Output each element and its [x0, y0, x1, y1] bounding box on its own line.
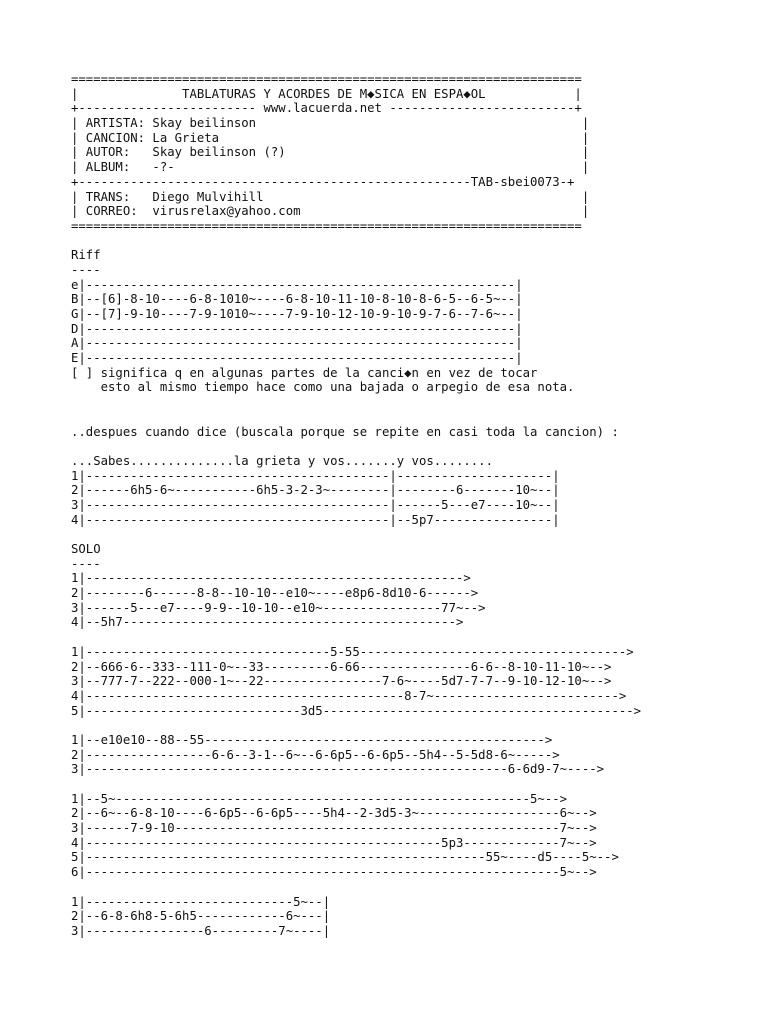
text-line: 4|------------------------------------------------5p3-------------7~-->	[71, 835, 597, 850]
tab-document	[71, 72, 761, 939]
text-line: 3|-----------------------------------------|------5---e7----10~--|	[71, 497, 560, 512]
text-line: esto al mismo tiempo hace como una bajada o arpegio de esa nota.	[71, 380, 575, 395]
text-line: 2|--------6------8-8--10-10--e10~----e8p6-8d10-6------>	[71, 586, 479, 601]
text-line: 2|--6-8-6h8-5-6h5------------6~---|	[71, 909, 331, 924]
text-line: [ ] significa q en algunas partes de la canci◆n en vez de tocar	[71, 365, 538, 380]
text-line: 3|------7-9-10----------------------------------------------------7~-->	[71, 821, 597, 836]
text-line: 1|--e10e10--88--55---------------------------------------------->	[71, 732, 553, 747]
text-line: 1|--5~--------------------------------------------------------5~-->	[71, 791, 568, 806]
text-line: | CORREO: virusrelax@yahoo.com |	[71, 204, 590, 219]
text-line: 3|----------------6---------7~----|	[71, 923, 331, 938]
blank-line	[71, 234, 761, 249]
text-line: +------------------------ www.lacuerda.net -------------------------+	[71, 101, 582, 116]
blank-line	[71, 630, 761, 645]
text-line: 3|--777-7--222--000-1~--22----------------7-6~----5d7-7-7--9-10-12-10~-->	[71, 674, 612, 689]
text-line: A|----------------------------------------------------------|	[71, 336, 523, 351]
text-line: 5|------------------------------------------------------55~----d5----5~-->	[71, 850, 619, 865]
text-line: ----	[71, 556, 101, 571]
text-line: SOLO	[71, 542, 101, 556]
blank-line	[71, 395, 761, 410]
text-line: 2|-----------------6-6--3-1--6~--6-6p5--6-6p5--5h4--5-5d8-6~----->	[71, 747, 560, 762]
text-line: 4|-----------------------------------------|--5p7----------------|	[71, 512, 560, 527]
text-line: 2|--666-6--333--111-0~--33---------6-66---------------6-6--8-10-11-10~-->	[71, 659, 612, 674]
text-line: 3|---------------------------------------------------------6-6d9-7~---->	[71, 762, 605, 777]
blank-line	[71, 718, 761, 733]
text-line: 6|----------------------------------------------------------------5~-->	[71, 865, 597, 880]
text-line: 1|--------------------------------------------------->	[71, 571, 471, 586]
text-line: 1|----------------------------5~--|	[71, 894, 331, 909]
text-line: 5|-----------------------------3d5------------------------------------------>	[71, 703, 642, 718]
text-line: e|----------------------------------------------------------|	[71, 277, 523, 292]
blank-line	[71, 527, 761, 542]
text-line: 2|------6h5-6~-----------6h5-3-2-3~--------|--------6-------10~--|	[71, 483, 560, 498]
text-line: | TABLATURAS Y ACORDES DE M◆SICA EN ESPA◆OL |	[71, 86, 582, 101]
blank-line	[71, 410, 761, 425]
text-line: B|--[6]-8-10----6-8-1010~----6-8-10-11-10-8-10-8-6-5--6-5~--|	[71, 292, 523, 307]
text-line: 4|--5h7--------------------------------------------->	[71, 615, 464, 630]
text-line: | TRANS: Diego Mulvihill |	[71, 189, 590, 204]
text-line: | ALBUM: -?- |	[71, 160, 590, 175]
text-line: =====================================================================	[71, 218, 582, 233]
text-line: | CANCION: La Grieta |	[71, 130, 590, 145]
text-line: =====================================================================	[71, 72, 582, 86]
text-line: | AUTOR: Skay beilinson (?) |	[71, 145, 590, 160]
blank-line	[71, 880, 761, 895]
text-line: D|----------------------------------------------------------|	[71, 321, 523, 336]
text-line: ...Sabes..............la grieta y vos.......y vos........	[71, 453, 493, 468]
text-line: | ARTISTA: Skay beilinson |	[71, 116, 590, 131]
text-line: ----	[71, 262, 101, 277]
text-line: 1|-----------------------------------------|---------------------|	[71, 468, 560, 483]
text-line: 2|--6~--6-8-10----6-6p5--6-6p5----5h4--2-3d5-3~-------------------6~-->	[71, 806, 597, 821]
blank-line	[71, 439, 761, 454]
text-line: E|----------------------------------------------------------|	[71, 351, 523, 366]
text-line: 3|------5---e7----9-9--10-10--e10~----------------77~-->	[71, 600, 486, 615]
text-line: G|--[7]-9-10----7-9-1010~----7-9-10-12-10-9-10-9-7-6--7-6~--|	[71, 307, 523, 321]
text-line: Riff	[71, 248, 101, 263]
text-line: ..despues cuando dice (buscala porque se repite en casi toda la cancion) :	[71, 424, 619, 439]
text-line: 1|---------------------------------5-55------------------------------------>	[71, 644, 634, 659]
text-line: 4|-------------------------------------------8-7~------------------------->	[71, 688, 627, 703]
blank-line	[71, 777, 761, 792]
text-line: +-----------------------------------------------------TAB-sbei0073-+	[71, 174, 575, 189]
